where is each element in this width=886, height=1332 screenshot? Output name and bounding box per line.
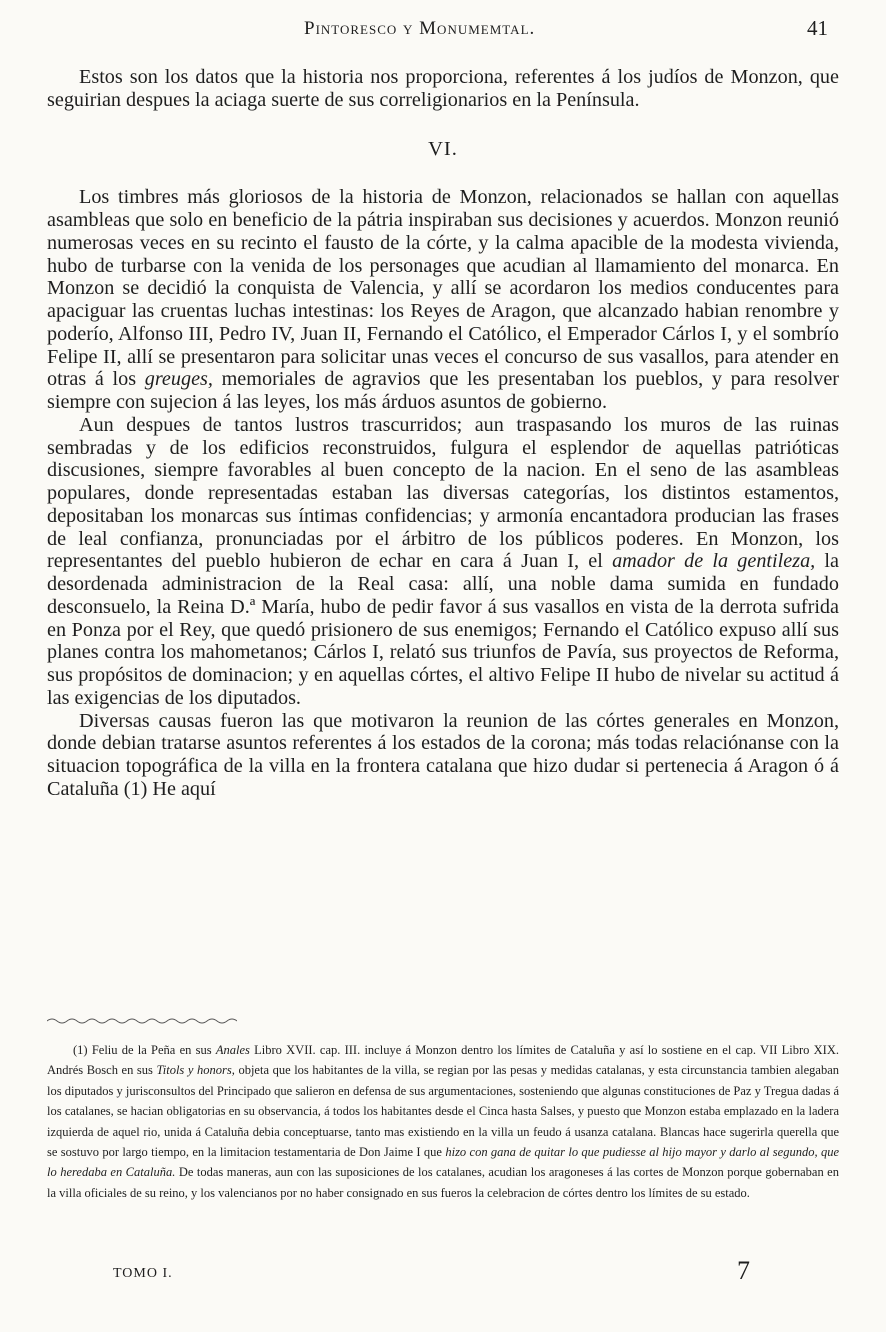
footnote-text-b: Libro XVII. cap. III. incluye á Monzon dentro los límites de Cataluña y así lo sostiene en el cap. VII Libro XIX. Andrés Bosch en sus: [47, 1043, 839, 1078]
footnote-italic-b: Titols y honors,: [156, 1063, 235, 1078]
volume-label: TOMO I.: [113, 1266, 173, 1281]
paragraph-2-text-a: Aun despues de tantos lustros trascurridos; aun traspasando los muros de las ruinas sembradas y de los edificios reconstruidos, fulgura el esplendor de aquellas patrióticas discusiones, siempre favorables al buen concepto de la nacion. En el seno de las asambleas populares, donde representadas estaban las diversas categorías, los distintos estamentos, depositaban los monarcas sus íntimas confidencias; y armonía encantadora producian las frases de leal confianza, pronunciadas por el árbitro de los públicos poderes. En Monzon, los representantes del pueblo hubieron de echar en cara á Juan I, el: [47, 413, 839, 573]
running-head: [0, 14, 886, 44]
page-number: 41: [807, 16, 828, 40]
paragraph-2-text-b: la desordenada administracion de la Real casa: allí, una noble dama sumida en fundado desconsuelo, la Reina D.ª María, hubo de pedir favor á sus vasallos en vista de la derrota sufrida en Ponza por el Rey, que quedó prisionero de sus enemigos; Fernando el Católico expuso allí sus planes contra los mahometanos; Cárlos I, relató sus triunfos de Pavía, sus proyectos de Reforma, sus propósitos de dominacion; y en aquellas córtes, el altivo Felipe II hubo de nivelar su actitud á las exigencias de los diputados.: [47, 550, 839, 709]
footnote-text-d: De todas maneras, aun con las suposiciones de los catalanes, acudian los aragoneses á las cortes de Monzon porque gobernaban en la villa oficiales de su reino, y los valencianos por no haber consignado en sus fueros la celebracion de córtes dentro los límites de su estado.: [47, 1165, 839, 1200]
paragraph-1-text-a: Los timbres más gloriosos de la historia de Monzon, relacionados se hallan con aquellas asambleas que solo en beneficio de la pátria inspiraban sus decisiones y acuerdos. Monzon reunió numerosas veces en su recinto el fausto de la córte, y la calma apacible de la modesta vivienda, hubo de turbarse con la venida de los personages que acudian al llamamiento del monarca. En Monzon se decidió la conquista de Valencia, y allí se acordaron los medios conducentes para apaciguar las cruentas luchas intestinas: los Reyes de Aragon, que alcanzado habian renombre y poderío, Alfonso III, Pedro IV, Juan II, Fernando el Católico, el Emperador Cárlos I, y el sombrío Felipe II, allí se presentaron para solicitar unas veces el concurso de sus vasallos, para atender en otras á los: [47, 186, 839, 391]
footnote-text-a: (1) Feliu de la Peña en sus: [73, 1043, 216, 1057]
footnote-text-c: objeta que los habitantes de la villa, se regian por las pesas y medidas catalanas, y esta circunstancia tambien alegaban los diputados y jurisconsultos del Principado que salieron en defensa de sus argumentaciones, sosteniendo que algunas constituciones de Paz y Tregua dadas á los catalanes, se hacian obligatorias en su observancia, á todos los habitantes desde el Cinca hasta Salses, y puesto que Monzon estaba emplazado en la ladera izquierda de aquel rio, unida á Cataluña debia conceptuarse, tanto mas existiendo en la villa un feudo á usanza catalana. Blancas hace sugerirla querella que se sostuvo por largo tiempo, en la limitacion testamentaria de Don Jaime I que: [47, 1063, 839, 1160]
footnote-1: [47, 1040, 839, 1203]
footnote-divider: [47, 1017, 237, 1025]
main-text: [47, 66, 839, 801]
paragraph-2-italic: amador de la gentileza,: [612, 550, 816, 573]
paragraph-1: [47, 186, 839, 414]
footnotes: [47, 1040, 839, 1203]
page-footer: [0, 1256, 886, 1296]
paragraph-2: [47, 414, 839, 710]
intro-paragraph: Estos son los datos que la historia nos proporciona, referentes á los judíos de Monzon, que seguirian despues la aciaga suerte de sus correligionarios en la Península.: [47, 66, 839, 111]
paragraph-1-italic: greuges,: [144, 368, 213, 391]
section-heading: VI.: [428, 137, 458, 160]
running-title: Pintoresco y Monumemtal.: [304, 18, 536, 39]
paragraph-1-text-b: memoriales de agravios que les presentaban los pueblos, y para resolver siempre con sujecion á las leyes, los más árduos asuntos de gobierno.: [47, 368, 839, 413]
footnote-italic-c: hizo con gana de quitar lo que pudiesse al hijo mayor y darlo al segundo, que lo heredaba en Cataluña.: [47, 1145, 839, 1180]
paragraph-3: Diversas causas fueron las que motivaron la reunion de las córtes generales en Monzon, donde debian tratarse asuntos referentes á los estados de la corona; más todas relaciónanse con la situacion topográfica de la villa en la frontera catalana que hizo dudar si pertenecia á Aragon ó á Cataluña (1) He aquí: [47, 709, 839, 800]
signature-mark: 7: [737, 1256, 750, 1285]
footnote-italic-a: Anales: [215, 1043, 250, 1057]
